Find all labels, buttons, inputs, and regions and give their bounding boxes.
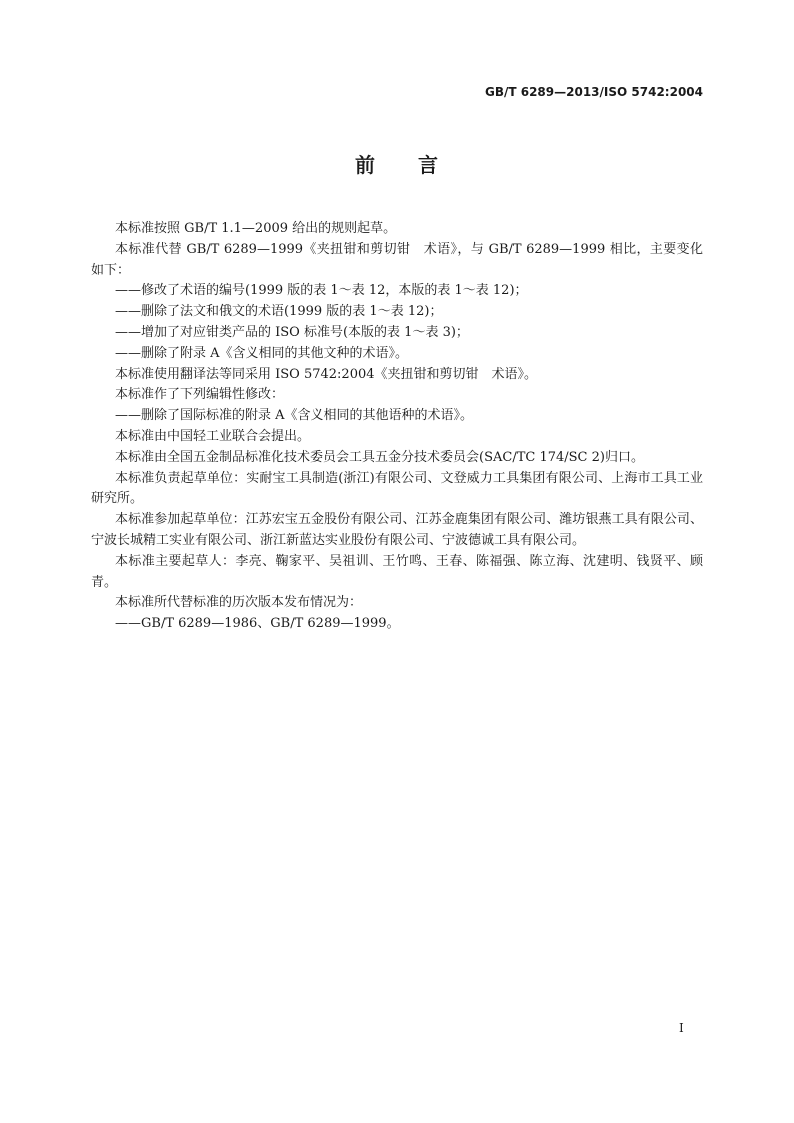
preface-paragraph-replacement: 本标准代替 GB/T 6289—1999《夹扭钳和剪切钳 术语》，与 GB/T 6289—1999 相比，主要变化如下：: [91, 241, 703, 278]
preface-paragraph-translation: 本标准使用翻译法等同采用 ISO 5742:2004《夹扭钳和剪切钳 术语》。: [115, 366, 538, 382]
change-item-iso-numbers: ——增加了对应钳类产品的 ISO 标准号(本版的表 1～表 3)；: [115, 324, 469, 340]
preface-paragraph-main-drafters: 本标准主要起草人：李亮、鞠家平、吴祖训、王竹鸣、王春、陈福强、陈立海、沈建明、钱贤平、顾青。: [91, 553, 703, 590]
preface-paragraph-editorial: 本标准作了下列编辑性修改：: [115, 387, 285, 403]
change-item-annex: ——删除了附录 A《含义相同的其他文种的术语》。: [115, 345, 409, 361]
preface-body: [91, 219, 703, 635]
page-title: 前 言: [355, 153, 439, 177]
change-item-numbering: ——修改了术语的编号(1999 版的表 1～表 12，本版的表 1～表 12)；: [115, 283, 528, 299]
change-item-languages: ——删除了法文和俄文的术语(1999 版的表 1～表 12)；: [115, 304, 443, 320]
standard-code-header: GB/T 6289—2013/ISO 5742:2004: [484, 85, 703, 99]
history-item-versions: ——GB/T 6289—1986、GB/T 6289—1999。: [115, 616, 400, 632]
preface-paragraph-committee: 本标准由全国五金制品标准化技术委员会工具五金分技术委员会(SAC/TC 174/SC 2)归口。: [115, 449, 644, 465]
preface-paragraph-proposer: 本标准由中国轻工业联合会提出。: [115, 428, 311, 444]
preface-paragraph-drafting-rules: 本标准按照 GB/T 1.1—2009 给出的规则起草。: [115, 221, 397, 236]
preface-paragraph-history: 本标准所代替标准的历次版本发布情况为：: [115, 595, 363, 611]
preface-paragraph-lead-drafters: 本标准负责起草单位：实耐宝工具制造(浙江)有限公司、文登威力工具集团有限公司、上海市工具工业研究所。: [91, 470, 703, 507]
page-number: I: [679, 1021, 684, 1035]
preface-paragraph-participating-drafters: 本标准参加起草单位：江苏宏宝五金股份有限公司、江苏金鹿集团有限公司、潍坊银燕工具有限公司、宁波长城精工实业有限公司、浙江新蓝达实业股份有限公司、宁波德诚工具有限公司。: [91, 512, 703, 548]
editorial-item-annex: ——删除了国际标准的附录 A《含义相同的其他语种的术语》。: [115, 408, 474, 424]
